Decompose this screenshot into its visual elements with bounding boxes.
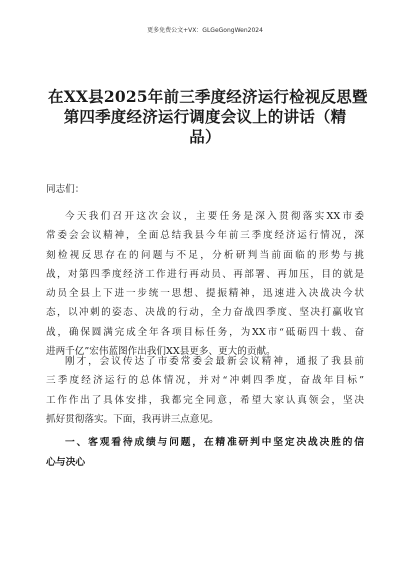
section-heading-1 xyxy=(46,433,364,473)
heading-line: 一、客观看待成绩与问题，在精准研判中坚定决战决胜的信 xyxy=(65,437,364,448)
title-line: 品） xyxy=(189,127,221,146)
paragraph-line: 动员全县上下进一步统一思想、提振精神，迅速进入决战决今状 xyxy=(46,288,364,300)
title-line: 在XX县2025年前三季度经济运行检视反思暨 xyxy=(48,87,368,106)
paragraph-line: 常委会会议精神，全面总结我县今年前三季度经济运行情况，深 xyxy=(46,230,364,242)
paragraph-line: 今天我们召开这次会议，主要任务是深入贯彻落实XX市委 xyxy=(65,211,364,222)
paragraph-line: 三季度经济运行的总体情况，并对“冲刺四季度，奋战年目标” xyxy=(46,375,364,387)
paragraph-1 xyxy=(46,207,364,361)
paragraph-line: 战，对第四季度经济工作进行再动员、再部署、再加压，目的就是 xyxy=(46,268,364,280)
document-title xyxy=(48,87,368,147)
paragraph-2 xyxy=(46,352,364,429)
paragraph-line: 战，确保圆满完成全年各项目标任务，为XX市“砥砺四十载、奋 xyxy=(46,326,364,338)
paragraph-line: 抓好贯彻落实。下面，我再讲三点意见。 xyxy=(46,413,219,425)
heading-line: 心与决心 xyxy=(46,457,86,468)
header-note: 更多免费公文+VX：GLGeGongWen2024 xyxy=(147,27,263,34)
paragraph-line: 进两千亿”宏伟蓝图作出我们XX县更多、更大的贡献。 xyxy=(46,346,276,358)
salutation: 同志们： xyxy=(46,184,85,195)
paragraph-line: 态，以冲刺的姿态、决战的行动，全力奋战四季度、坚决打赢收官 xyxy=(46,307,364,319)
paragraph-line: 刻检视反思存在的问题与不足，分析研判当前面临的形势与挑 xyxy=(46,249,364,261)
paragraph-line: 工作作出了具体安排，我都完全同意，希望大家认真领会，坚决 xyxy=(46,394,364,406)
title-line: 第四季度经济运行调度会议上的讲话（精 xyxy=(63,107,347,126)
paragraph-line: 刚才，会议传达了市委常委会最新会议精神，通报了我县前 xyxy=(65,356,364,367)
